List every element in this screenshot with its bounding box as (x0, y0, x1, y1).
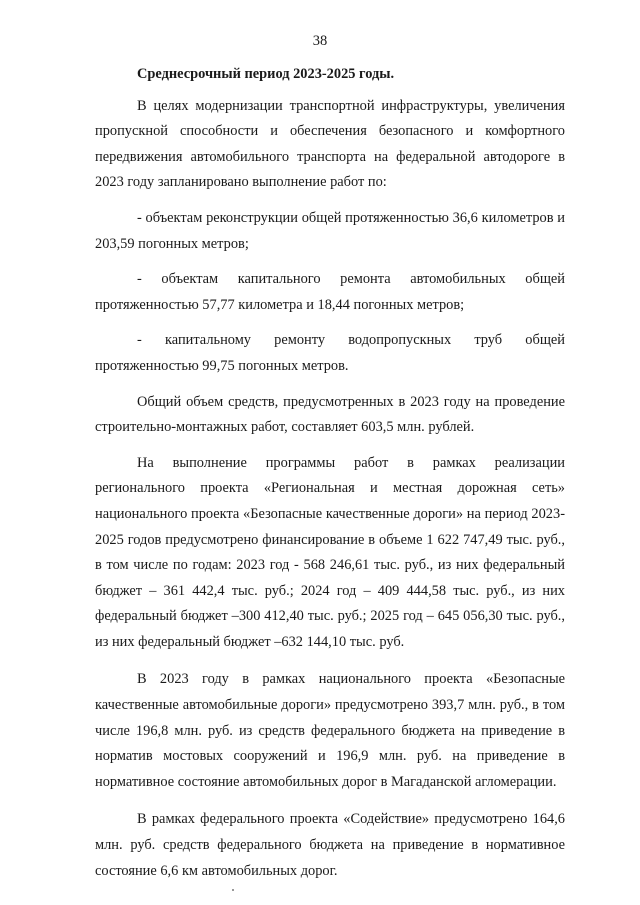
paragraph-national-project: В 2023 году в рамках национального проекта «Безопасные качественные автомобильные дороги» предусмотрено 393,7 млн. руб., в том числе 196,8 млн. руб. из средств федерального бюджета на приведение в норматив мостовых сооружений и 196,9 млн. руб. на приведение в нормативное состояние автомобильных дорог в Магаданской агломерации. (95, 671, 565, 790)
bullet-culverts: - капитальному ремонту водопропускных труб общей протяженностью 99,75 погонных метров. (95, 332, 565, 374)
paragraph-total-volume: Общий объем средств, предусмотренных в 2023 году на проведение строительно-монтажных работ, составляет 603,5 млн. рублей. (95, 393, 565, 436)
paragraph-regional-project: На выполнение программы работ в рамках реализации регионального проекта «Региональная и местная дорожная сеть» национального проекта «Безопасные качественные дороги» на период 2023-2025 годов предусмотрено финансирование в объеме 1 622 747,49 тыс. руб., в том числе по годам: 2023 год - 568 246,61 тыс. руб., из них федеральный бюджет – 361 442,4 тыс. руб.; 2024 год – 409 444,58 тыс. руб., из них федеральный бюджет –300 412,40 тыс. руб.; 2025 год – 645 056,30 тыс. руб., из них федеральный бюджет –632 144,10 тыс. руб. (95, 454, 565, 650)
page-number: 38 (312, 33, 328, 49)
bullet-capital-repair: - объектам капитального ремонта автомобильных общей протяженностью 57,77 километра и 18,44 погонных метров; (95, 271, 565, 313)
section-heading: Среднесрочный период 2023-2025 годы. (137, 66, 395, 82)
paragraph-federal-project: В рамках федерального проекта «Содействие» предусмотрено 164,6 млн. руб. средств федерального бюджета на приведение в нормативное состояние 6,6 км автомобильных дорог. (95, 811, 565, 879)
document-body (95, 62, 565, 884)
scan-dot (232, 889, 234, 891)
paragraph-intro: В целях модернизации транспортной инфраструктуры, увеличения пропускной способности и обеспечения безопасного и комфортного передвижения автомобильного транспорта на федеральной автодороге в 2023 году запланировано выполнение работ по: (95, 97, 565, 191)
bullet-reconstruction: - объектам реконструкции общей протяженностью 36,6 километров и 203,59 погонных метров; (95, 209, 565, 252)
